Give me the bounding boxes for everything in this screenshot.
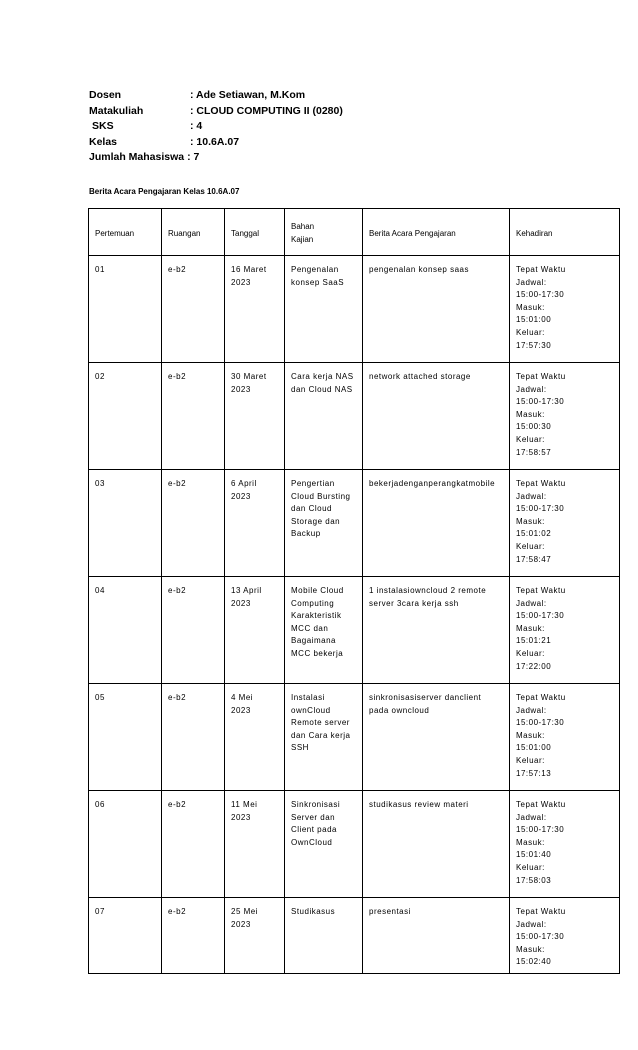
cell-ruangan: e-b2 [162,363,225,470]
cell-bahan-kajian-line: dan Cloud NAS [291,384,353,394]
cell-kehadiran-line: 17:57:30 [516,340,552,350]
kelas-value: : 10.6A.07 [190,135,240,148]
sks-value: : 4 [190,120,203,132]
cell-bahan-kajian-line: Instalasi [291,693,325,702]
cell-berita-acara [363,256,510,363]
cell-bahan-kajian-line: Karakteristik [291,611,342,621]
cell-kehadiran-line: 15:00-17:30 [516,290,565,300]
sks-label: SKS [92,120,114,132]
cell-kehadiran-line: 15:00-17:30 [516,825,565,835]
cell-kehadiran-line: 15:00-17:30 [516,718,565,728]
cell-tanggal-line: 2023 [231,384,251,394]
cell-kehadiran-line: Tepat Waktu [516,586,566,595]
cell-kehadiran-line: Masuk: [516,623,545,633]
cell-ruangan: e-b2 [162,256,225,363]
cell-kehadiran-line: 15:00:30 [516,422,552,432]
cell-kehadiran-line: Jadwal: [516,919,547,929]
cell-kehadiran-line: Keluar: [516,648,545,658]
cell-pertemuan: 06 [89,791,162,898]
cell-bahan-kajian-line: Storage dan [291,516,341,526]
cell-kehadiran-line: Keluar: [516,434,545,444]
cell-kehadiran-line: Jadwal: [516,598,547,608]
cell-kehadiran-line: Keluar: [516,755,545,765]
cell-kehadiran-line: Masuk: [516,302,545,312]
info-row-sks [89,119,343,135]
cell-kehadiran-line: Tepat Waktu [516,907,566,916]
cell-kehadiran-line: Tepat Waktu [516,372,566,381]
cell-kehadiran [510,256,620,363]
cell-kehadiran-line: Tepat Waktu [516,479,566,488]
cell-tanggal [225,256,285,363]
cell-ruangan: e-b2 [162,684,225,791]
jumlah-value: : 7 [187,151,200,163]
table-row [89,791,620,898]
cell-pertemuan: 07 [89,898,162,974]
cell-kehadiran-line: Keluar: [516,327,545,337]
cell-tanggal [225,791,285,898]
cell-kehadiran-line: 15:00-17:30 [516,932,565,942]
cell-tanggal-line: 11 Mei [231,800,258,809]
cell-kehadiran [510,577,620,684]
cell-kehadiran-line: Tepat Waktu [516,265,566,274]
cell-berita-acara-line: server 3cara kerja ssh [369,598,459,608]
col-kehadiran: Kehadiran [510,209,620,256]
info-row-jumlah [89,150,343,166]
cell-bahan-kajian-line: Backup [291,529,321,539]
cell-bahan-kajian-line: konsep SaaS [291,277,345,287]
table-caption: Berita Acara Pengajaran Kelas 10.6A.07 [89,187,240,196]
cell-ruangan: e-b2 [162,577,225,684]
cell-tanggal-line: 13 April [231,586,262,595]
cell-tanggal [225,363,285,470]
cell-kehadiran-line: Keluar: [516,541,545,551]
cell-berita-acara [363,470,510,577]
cell-kehadiran-line: 17:58:47 [516,554,552,564]
cell-tanggal-line: 30 Maret [231,372,267,381]
cell-pertemuan: 02 [89,363,162,470]
cell-bahan-kajian-line: Computing [291,598,335,608]
cell-kehadiran-line: Masuk: [516,730,545,740]
cell-bahan-kajian [285,256,363,363]
cell-bahan-kajian-line: Cara kerja NAS [291,372,354,381]
kelas-label: Kelas [89,135,118,148]
cell-kehadiran-line: 15:01:00 [516,743,552,753]
table-row [89,684,620,791]
table-row [89,577,620,684]
col-bahan-kajian [285,209,363,256]
cell-kehadiran [510,470,620,577]
cell-bahan-kajian-line: Pengenalan [291,265,339,274]
table-row [89,470,620,577]
dosen-label: Dosen [89,89,122,101]
cell-kehadiran-line: Jadwal: [516,277,547,287]
cell-tanggal-line: 6 April [231,479,257,488]
cell-bahan-kajian-line: Remote server [291,718,350,728]
cell-bahan-kajian-line: dan Cara kerja [291,730,351,740]
cell-bahan-kajian-line: MCC bekerja [291,648,344,658]
cell-berita-acara-line: studikasus review materi [369,800,469,809]
col-berita-acara: Berita Acara Pengajaran [363,209,510,256]
cell-kehadiran-line: 15:00-17:30 [516,397,565,407]
cell-berita-acara [363,898,510,974]
cell-bahan-kajian [285,363,363,470]
cell-bahan-kajian-line: Server dan [291,812,336,822]
cell-kehadiran-line: 15:01:40 [516,850,552,860]
cell-tanggal-line: 2023 [231,277,251,287]
cell-kehadiran-line: 15:01:21 [516,636,552,646]
cell-kehadiran-line: 17:22:00 [516,661,552,671]
cell-tanggal [225,577,285,684]
jumlah-label: Jumlah Mahasiswa [89,151,185,163]
cell-berita-acara [363,577,510,684]
col-ruangan: Ruangan [162,209,225,256]
cell-kehadiran-line: Masuk: [516,944,545,954]
cell-tanggal-line: 2023 [231,598,251,608]
cell-bahan-kajian-line: Client pada [291,825,337,835]
cell-kehadiran [510,684,620,791]
cell-berita-acara [363,791,510,898]
cell-kehadiran [510,791,620,898]
table-row [89,363,620,470]
cell-kehadiran [510,898,620,974]
matakuliah-label: Matakuliah [89,104,144,117]
cell-bahan-kajian-line: Bagaimana [291,636,336,646]
cell-berita-acara-line: sinkronisasiserver danclient [369,693,482,702]
cell-pertemuan: 05 [89,684,162,791]
cell-berita-acara-line: network attached storage [369,372,471,381]
cell-kehadiran-line: Masuk: [516,409,545,419]
cell-bahan-kajian-line: Studikasus [291,907,336,916]
cell-kehadiran-line: 15:00-17:30 [516,504,565,514]
cell-kehadiran-line: Jadwal: [516,384,547,394]
cell-berita-acara [363,363,510,470]
cell-tanggal [225,470,285,577]
cell-tanggal-line: 2023 [231,491,251,501]
matakuliah-value: : CLOUD COMPUTING II (0280) [190,104,343,117]
cell-berita-acara-line: 1 instalasiowncloud 2 remote [369,586,487,595]
cell-bahan-kajian [285,898,363,974]
cell-bahan-kajian-line: MCC dan [291,623,329,633]
cell-kehadiran-line: 15:02:40 [516,957,552,967]
cell-bahan-kajian-line: OwnCloud [291,837,333,847]
cell-berita-acara-line: pada owncloud [369,705,430,715]
cell-tanggal-line: 2023 [231,812,251,822]
cell-tanggal [225,684,285,791]
cell-ruangan: e-b2 [162,791,225,898]
cell-bahan-kajian-line: Mobile Cloud [291,586,344,595]
col-bahan-line2: Kajian [291,235,314,244]
cell-ruangan: e-b2 [162,470,225,577]
table-row [89,898,620,974]
info-row-dosen [89,88,343,104]
cell-berita-acara [363,684,510,791]
table-header-row [89,209,620,256]
col-pertemuan: Pertemuan [89,209,162,256]
cell-kehadiran-line: Jadwal: [516,812,547,822]
cell-kehadiran-line: Masuk: [516,837,545,847]
cell-bahan-kajian [285,684,363,791]
col-bahan-line1: Bahan [291,222,315,232]
cell-ruangan: e-b2 [162,898,225,974]
dosen-value: : Ade Setiawan, M.Kom [190,89,306,101]
info-row-matakuliah [89,104,343,120]
cell-kehadiran-line: 17:57:13 [516,768,552,778]
info-row-kelas [89,135,343,151]
cell-bahan-kajian-line: Sinkronisasi [291,800,341,809]
cell-kehadiran-line: 15:00-17:30 [516,611,565,621]
cell-kehadiran [510,363,620,470]
cell-kehadiran-line: 17:58:57 [516,447,552,457]
cell-bahan-kajian-line: Cloud Bursting [291,491,351,501]
teaching-report-table [88,208,620,974]
cell-kehadiran-line: Tepat Waktu [516,800,566,809]
cell-kehadiran-line: Jadwal: [516,705,547,715]
cell-tanggal-line: 2023 [231,919,251,929]
cell-kehadiran-line: Masuk: [516,516,545,526]
cell-bahan-kajian-line: SSH [291,743,309,753]
cell-kehadiran-line: 15:01:00 [516,315,552,325]
cell-bahan-kajian-line: dan Cloud [291,504,332,514]
cell-berita-acara-line: bekerjadenganperangkatmobile [369,479,496,488]
cell-pertemuan: 03 [89,470,162,577]
cell-bahan-kajian [285,470,363,577]
cell-kehadiran-line: 15:01:02 [516,529,552,539]
cell-pertemuan: 01 [89,256,162,363]
cell-kehadiran-line: Tepat Waktu [516,693,566,702]
cell-kehadiran-line: Jadwal: [516,491,547,501]
cell-kehadiran-line: 17:58:03 [516,875,552,885]
course-info [89,88,343,166]
cell-tanggal-line: 2023 [231,705,251,715]
cell-tanggal-line: 4 Mei [231,693,254,702]
table-row [89,256,620,363]
cell-tanggal-line: 25 Mei [231,907,259,916]
cell-tanggal [225,898,285,974]
cell-kehadiran-line: Keluar: [516,862,545,872]
col-tanggal: Tanggal [225,209,285,256]
cell-bahan-kajian [285,577,363,684]
cell-berita-acara-line: presentasi [369,907,411,916]
cell-bahan-kajian [285,791,363,898]
cell-pertemuan: 04 [89,577,162,684]
cell-tanggal-line: 16 Maret [231,265,267,274]
cell-berita-acara-line: pengenalan konsep saas [369,265,469,274]
cell-bahan-kajian-line: ownCloud [291,705,331,715]
cell-bahan-kajian-line: Pengertian [291,479,335,488]
table-body [89,256,620,974]
